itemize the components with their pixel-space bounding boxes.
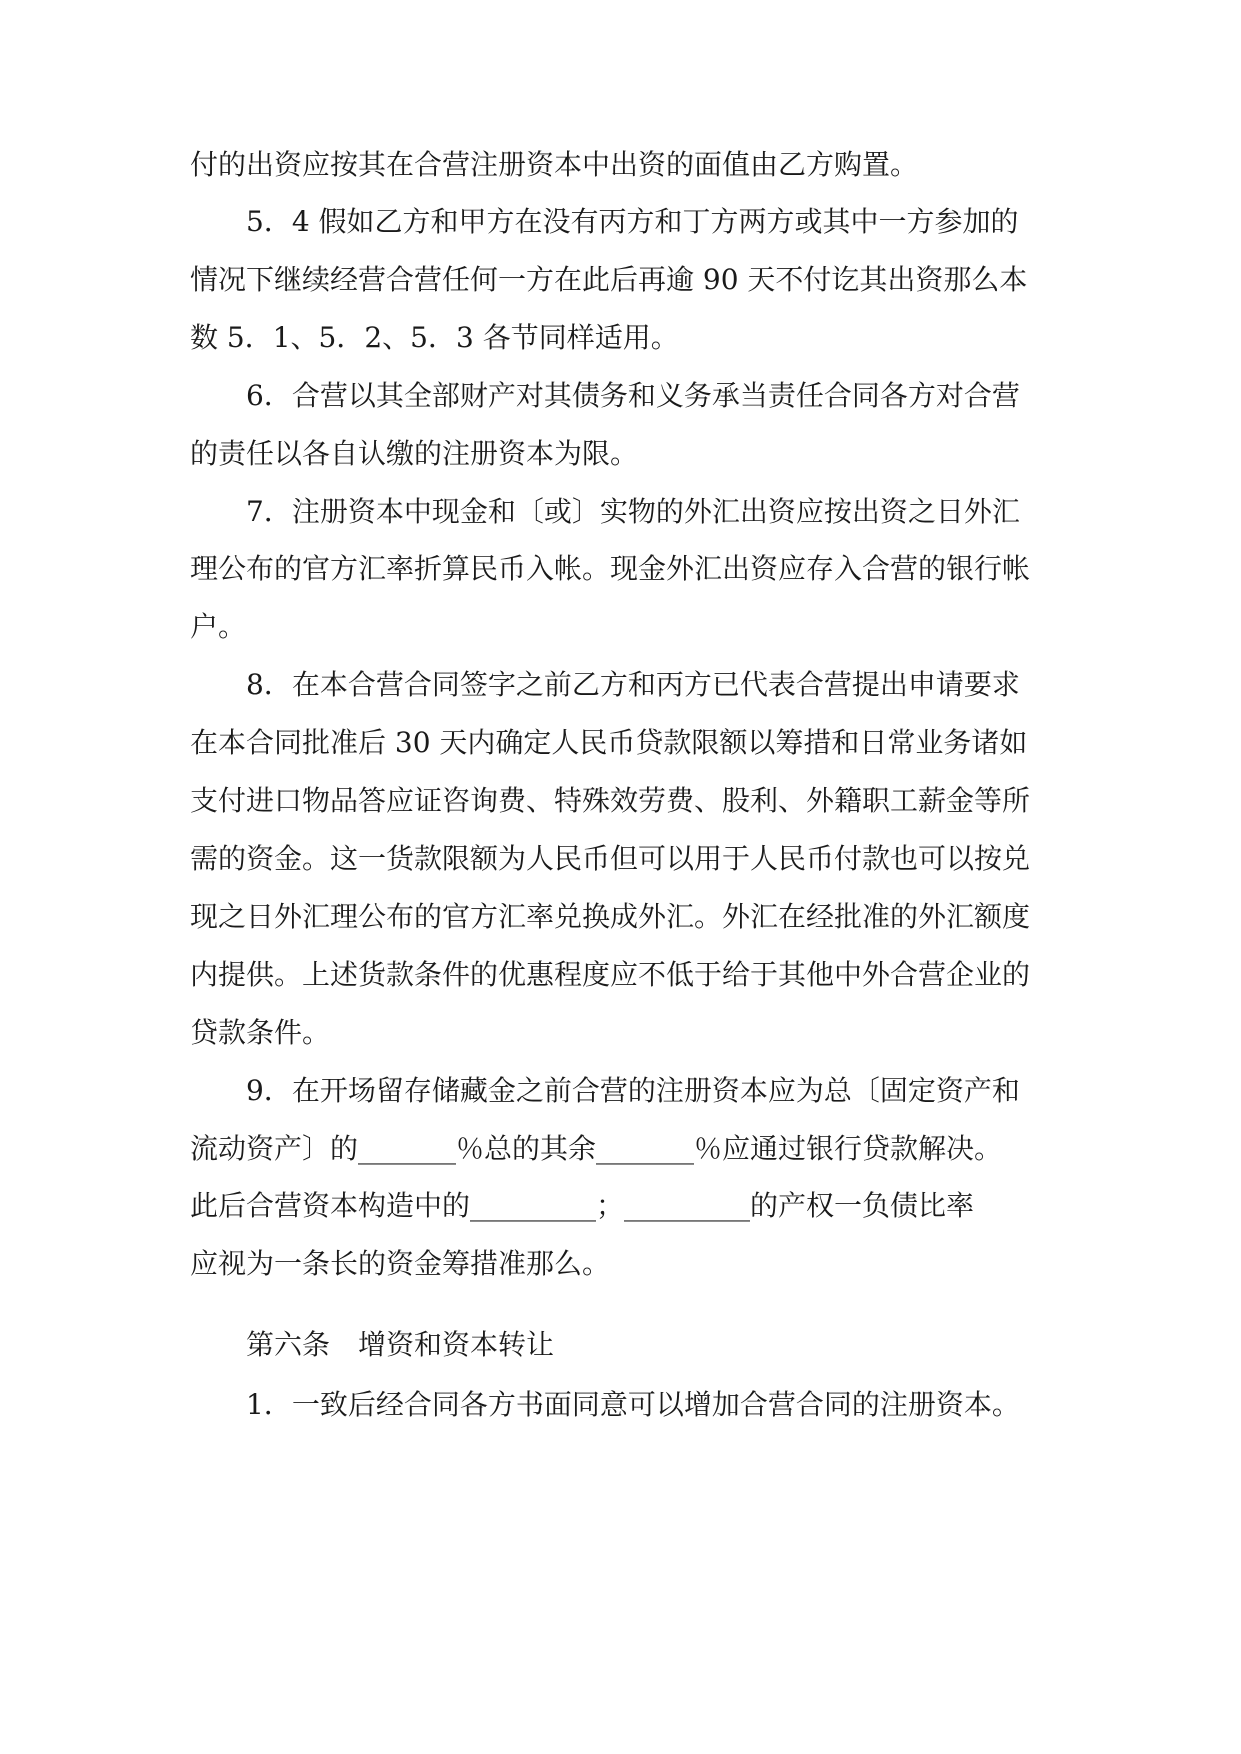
- text-line: 5．4 假如乙方和甲方在没有丙方和丁方两方或其中一方参加的: [246, 205, 1019, 238]
- text-line: 内提供。上述货款条件的优惠程度应不低于给于其他中外合营企业的: [190, 958, 1031, 991]
- text-line: 付的出资应按其在合营注册资本中出资的面值由乙方购置。: [190, 148, 919, 181]
- text-line: 支付进口物品答应证咨询费、特殊效劳费、股利、外籍职工薪金等所: [190, 784, 1031, 817]
- text-line: 情况下继续经营合营任何一方在此后再逾 90 天不付讫其出资那么本: [190, 263, 1028, 296]
- text-line: 现之日外汇理公布的官方汇率兑换成外汇。外汇在经批准的外汇额度: [190, 900, 1031, 933]
- text-line: 应视为一条长的资金筹措准那么。: [190, 1247, 611, 1280]
- text-line: 数 5．1、5．2、5．3 各节同样适用。: [190, 321, 679, 354]
- text-line: 理公布的官方汇率折算民币入帐。现金外汇出资应存入合营的银行帐: [190, 552, 1031, 585]
- text-line: 贷款条件。: [190, 1016, 331, 1049]
- text-line: 在本合同批准后 30 天内确定人民币贷款限额以筹措和日常业务诸如: [190, 726, 1028, 759]
- text-line: 此后合营资本构造中的_________；_________的产权一负债比率: [190, 1189, 975, 1222]
- section-heading: 第六条 增资和资本转让: [246, 1328, 555, 1361]
- text-line: 需的资金。这一货款限额为人民币但可以用于人民币付款也可以按兑: [190, 842, 1031, 875]
- text-line: 户。: [190, 610, 247, 643]
- text-line: 的责任以各自认缴的注册资本为限。: [190, 437, 639, 470]
- text-line: 7．注册资本中现金和〔或〕实物的外汇出资应按出资之日外汇: [246, 495, 1020, 528]
- text-line: 6．合营以其全部财产对其债务和义务承当责任合同各方对合营: [246, 379, 1020, 412]
- text-line: 8．在本合营合同签字之前乙方和丙方已代表合营提出申请要求: [246, 668, 1020, 701]
- text-line: 9．在开场留存储藏金之前合营的注册资本应为总〔固定资产和: [246, 1074, 1020, 1107]
- text-line: 1．一致后经合同各方书面同意可以增加合营合同的注册资本。: [246, 1388, 1020, 1421]
- text-line: 流动资产〕的_______％总的其余_______％应通过银行贷款解决。: [190, 1132, 1003, 1165]
